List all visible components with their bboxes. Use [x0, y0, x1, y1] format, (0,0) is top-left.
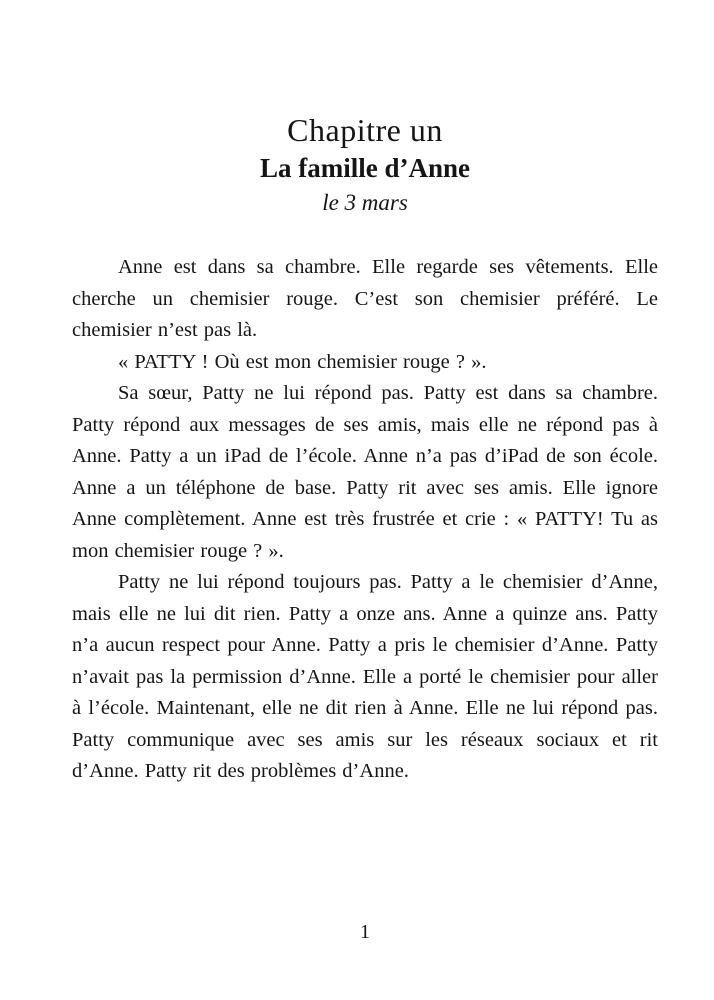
chapter-date: le 3 mars — [322, 190, 408, 215]
paragraph-2: « PATTY ! Où est mon chemisier rouge ? ». — [118, 350, 487, 373]
chapter-heading — [72, 112, 658, 216]
page-number: 1 — [360, 921, 370, 943]
paragraph-1: Anne est dans sa chambre. Elle regarde ses vêtements. Elle cherche un chemisier rouge. C’est son chemisier préféré. Le chemisier n’est pas là. — [72, 256, 658, 341]
paragraph-4: Patty ne lui répond toujours pas. Patty a le chemisier d’Anne, mais elle ne lui dit rien. Patty a onze ans. Anne a quinze ans. Patty n’a aucun respect pour Anne. Patty a pris le chemisier d’Anne. Patty n’avait pas la permission d’Anne. Elle a porté le chemisier pour aller à l’école. Maintenant, elle ne dit rien à Anne. Elle ne lui répond pas. Patty communique avec ses amis sur les réseaux sociaux et rit d’Anne. Patty rit des problèmes d’Anne. — [72, 571, 658, 782]
chapter-subtitle: La famille d’Anne — [259, 153, 470, 183]
chapter-title: Chapitre un — [287, 112, 443, 148]
chapter-body — [72, 252, 658, 788]
paragraph-3: Sa sœur, Patty ne lui répond pas. Patty est dans sa chambre. Patty répond aux messages de ses amis, mais elle ne répond pas à Anne. Patty a un iPad de l’école. Anne n’a pas d’iPad de son école. Anne a un téléphone de base. Patty rit avec ses amis. Elle ignore Anne complètement. Anne est très frustrée et crie : « PATTY! Tu as mon chemisier rouge ? ». — [72, 382, 658, 562]
